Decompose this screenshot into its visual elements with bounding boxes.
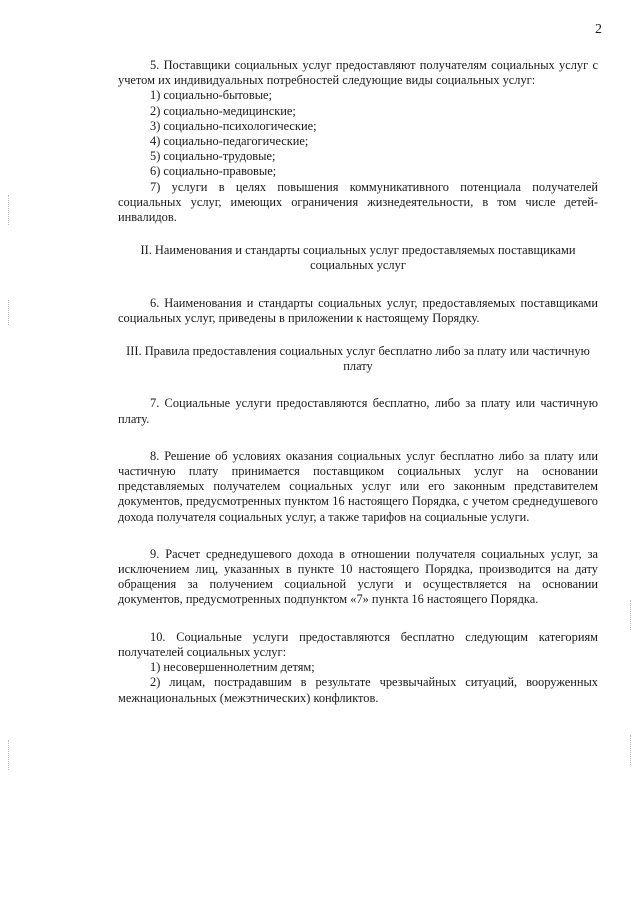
paragraph-6: 6. Наименования и стандарты социальных услуг, предоставляемых поставщиками социальных услуг, приведены в приложении к настоящему Порядку. (118, 295, 598, 325)
paragraph-8: 8. Решение об условиях оказания социальных услуг бесплатно либо за плату или частичную плату принимается поставщиком социальных услуг на основании представляемых получателем социальных услуг или его законным представителем документов, предусмотренных пунктом 16 настоящего Порядка, с учетом среднедушевого дохода получателя социальных услуг, а также тарифов на социальные услуги. (118, 448, 598, 524)
list-item: 4) социально-педагогические; (150, 134, 309, 149)
paragraph-9: 9. Расчет среднедушевого дохода в отношении получателя социальных услуг, за исключением лиц, указанных в пункте 10 настоящего Порядка, производится на дату обращения за получением социальной услуги и осуществляется на основании документов, предусмотренных подпунктом «7» пункта 16 настоящего Порядка. (118, 546, 598, 607)
paragraph-5: 5. Поставщики социальных услуг предоставляют получателям социальных услуг с учетом их индивидуальных потребностей следующие виды социальных услуг: (118, 58, 598, 88)
list-item: 2) лицам, пострадавшим в результате чрезвычайных ситуаций, вооруженных межнациональных (межэтнических) конфликтов. (118, 675, 598, 705)
document-body (118, 58, 598, 706)
list-item: 1) социально-бытовые; (150, 88, 272, 103)
page-number: 2 (595, 22, 602, 37)
list-item: 5) социально-трудовые; (150, 149, 276, 164)
margin-mark-right-1 (630, 600, 632, 630)
paragraph-10: 10. Социальные услуги предоставляются бесплатно следующим категориям получателей социальных услуг: (118, 629, 598, 659)
margin-mark-left-2 (8, 300, 10, 325)
list-item: 1) несовершеннолетним детям; (150, 660, 315, 675)
section-heading-3: III. Правила предоставления социальных услуг бесплатно либо за плату или частичную плату (126, 344, 590, 374)
section-heading-2: II. Наименования и стандарты социальных услуг предоставляемых поставщиками социальных услуг (140, 243, 576, 273)
list-item: 6) социально-правовые; (150, 164, 277, 179)
list-item: 7) услуги в целях повышения коммуникативного потенциала получателей социальных услуг, имеющих ограничения жизнедеятельности, в том числе детей-инвалидов. (118, 179, 598, 225)
list-item: 2) социально-медицинские; (150, 103, 296, 118)
margin-mark-left-1 (8, 195, 10, 225)
paragraph-7: 7. Социальные услуги предоставляются бесплатно, либо за плату или частичную плату. (118, 396, 598, 426)
list-item: 3) социально-психологические; (150, 118, 317, 133)
margin-mark-right-2 (630, 735, 632, 765)
margin-mark-left-3 (8, 740, 10, 770)
